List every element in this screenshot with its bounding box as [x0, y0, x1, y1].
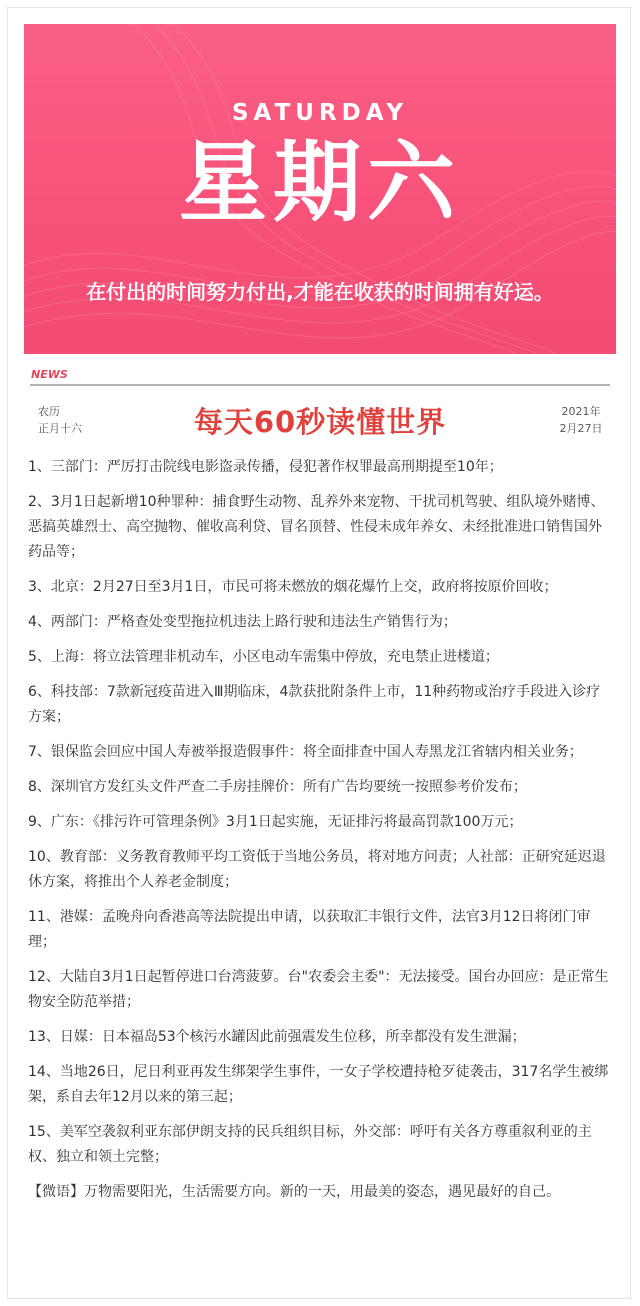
news-item: 2、3月1日起新增10种罪种：捕食野生动物、乱养外来宠物、干扰司机驾驶、组队境外赌博、恶搞英雄烈士、高空抛物、催收高利贷、冒名顶替、性侵未成年养女、未经批准进口销售国外药品等；	[28, 494, 605, 560]
news-item: 6、科技部：7款新冠疫苗进入Ⅲ期临床，4款获批附条件上市，11种药物或治疗手段进入诊疗方案；	[28, 684, 601, 725]
news-item: 14、当地26日，尼日利亚再发生绑架学生事件，一女子学校遭持枪歹徒袭击，317名学生被绑架，系自去年12月以来的第三起；	[28, 1064, 609, 1105]
news-item: 3、北京：2月27日至3月1日，市民可将未燃放的烟花爆竹上交，政府将按原价回收；	[28, 579, 558, 595]
news-item: 13、日媒：日本福岛53个核污水罐因此前强震发生位移，所幸都没有发生泄漏；	[28, 1029, 526, 1045]
news-item: 4、两部门：严格查处变型拖拉机违法上路行驶和违法生产销售行为；	[28, 614, 457, 630]
news-item: 5、上海：将立法管理非机动车，小区电动车需集中停放，充电禁止进楼道；	[28, 649, 499, 665]
day-banner	[24, 24, 616, 354]
news-tag: NEWS	[31, 368, 68, 381]
gregorian-date-block	[548, 403, 614, 437]
news-item: 11、港媒：孟晚舟向香港高等法院提出申请，以获取汇丰银行文件，法官3月12日将闭门审理；	[28, 909, 591, 950]
daily-title: 每天60秒读懂世界	[193, 405, 447, 439]
lunar-label: 农历	[38, 405, 60, 418]
news-item: 15、美军空袭叙利亚东部伊朗支持的民兵组织目标，外交部：呼吁有关各方尊重叙利亚的主权、独立和领土完整；	[28, 1124, 592, 1165]
header-divider	[30, 384, 610, 386]
banner-slogan: 在付出的时间努力付出,才能在收获的时间拥有好运。	[86, 280, 554, 304]
news-item: 1、三部门：严厉打击院线电影盗录传播，侵犯著作权罪最高刑期提至10年；	[28, 459, 503, 475]
chinese-day-label: 星期六	[178, 131, 461, 234]
lunar-date: 正月十六	[38, 422, 82, 435]
date-label: 2月27日	[559, 422, 603, 435]
news-item: 7、银保监会回应中国人寿被举报造假事件：将全面排查中国人寿黑龙江省辖内相关业务；	[28, 744, 583, 760]
year-label: 2021年	[561, 405, 601, 418]
news-item: 12、大陆自3月1日起暂停进口台湾菠萝。台"农委会主委"：无法接受。国台办回应：是正常生物安全防范举措；	[28, 969, 609, 1010]
english-day-label: SATURDAY	[231, 100, 408, 126]
news-item: 10、教育部：义务教育教师平均工资低于当地公务员，将对地方问责；人社部：正研究延迟退休方案，将推出个人养老金制度；	[28, 849, 606, 890]
news-item: 9、广东：《排污许可管理条例》3月1日起实施，无证排污将最高罚款100万元；	[28, 814, 523, 830]
daily-quote	[28, 1180, 614, 1205]
news-item: 8、深圳官方发红头文件严查二手房挂牌价：所有广告均要统一按照参考价发布；	[28, 779, 527, 795]
weiyu-text: 【微语】万物需要阳光，生活需要方向。新的一天，用最美的姿态，遇见最好的自己。	[28, 1184, 560, 1200]
lunar-date-block	[38, 403, 82, 437]
news-list	[28, 455, 614, 1215]
